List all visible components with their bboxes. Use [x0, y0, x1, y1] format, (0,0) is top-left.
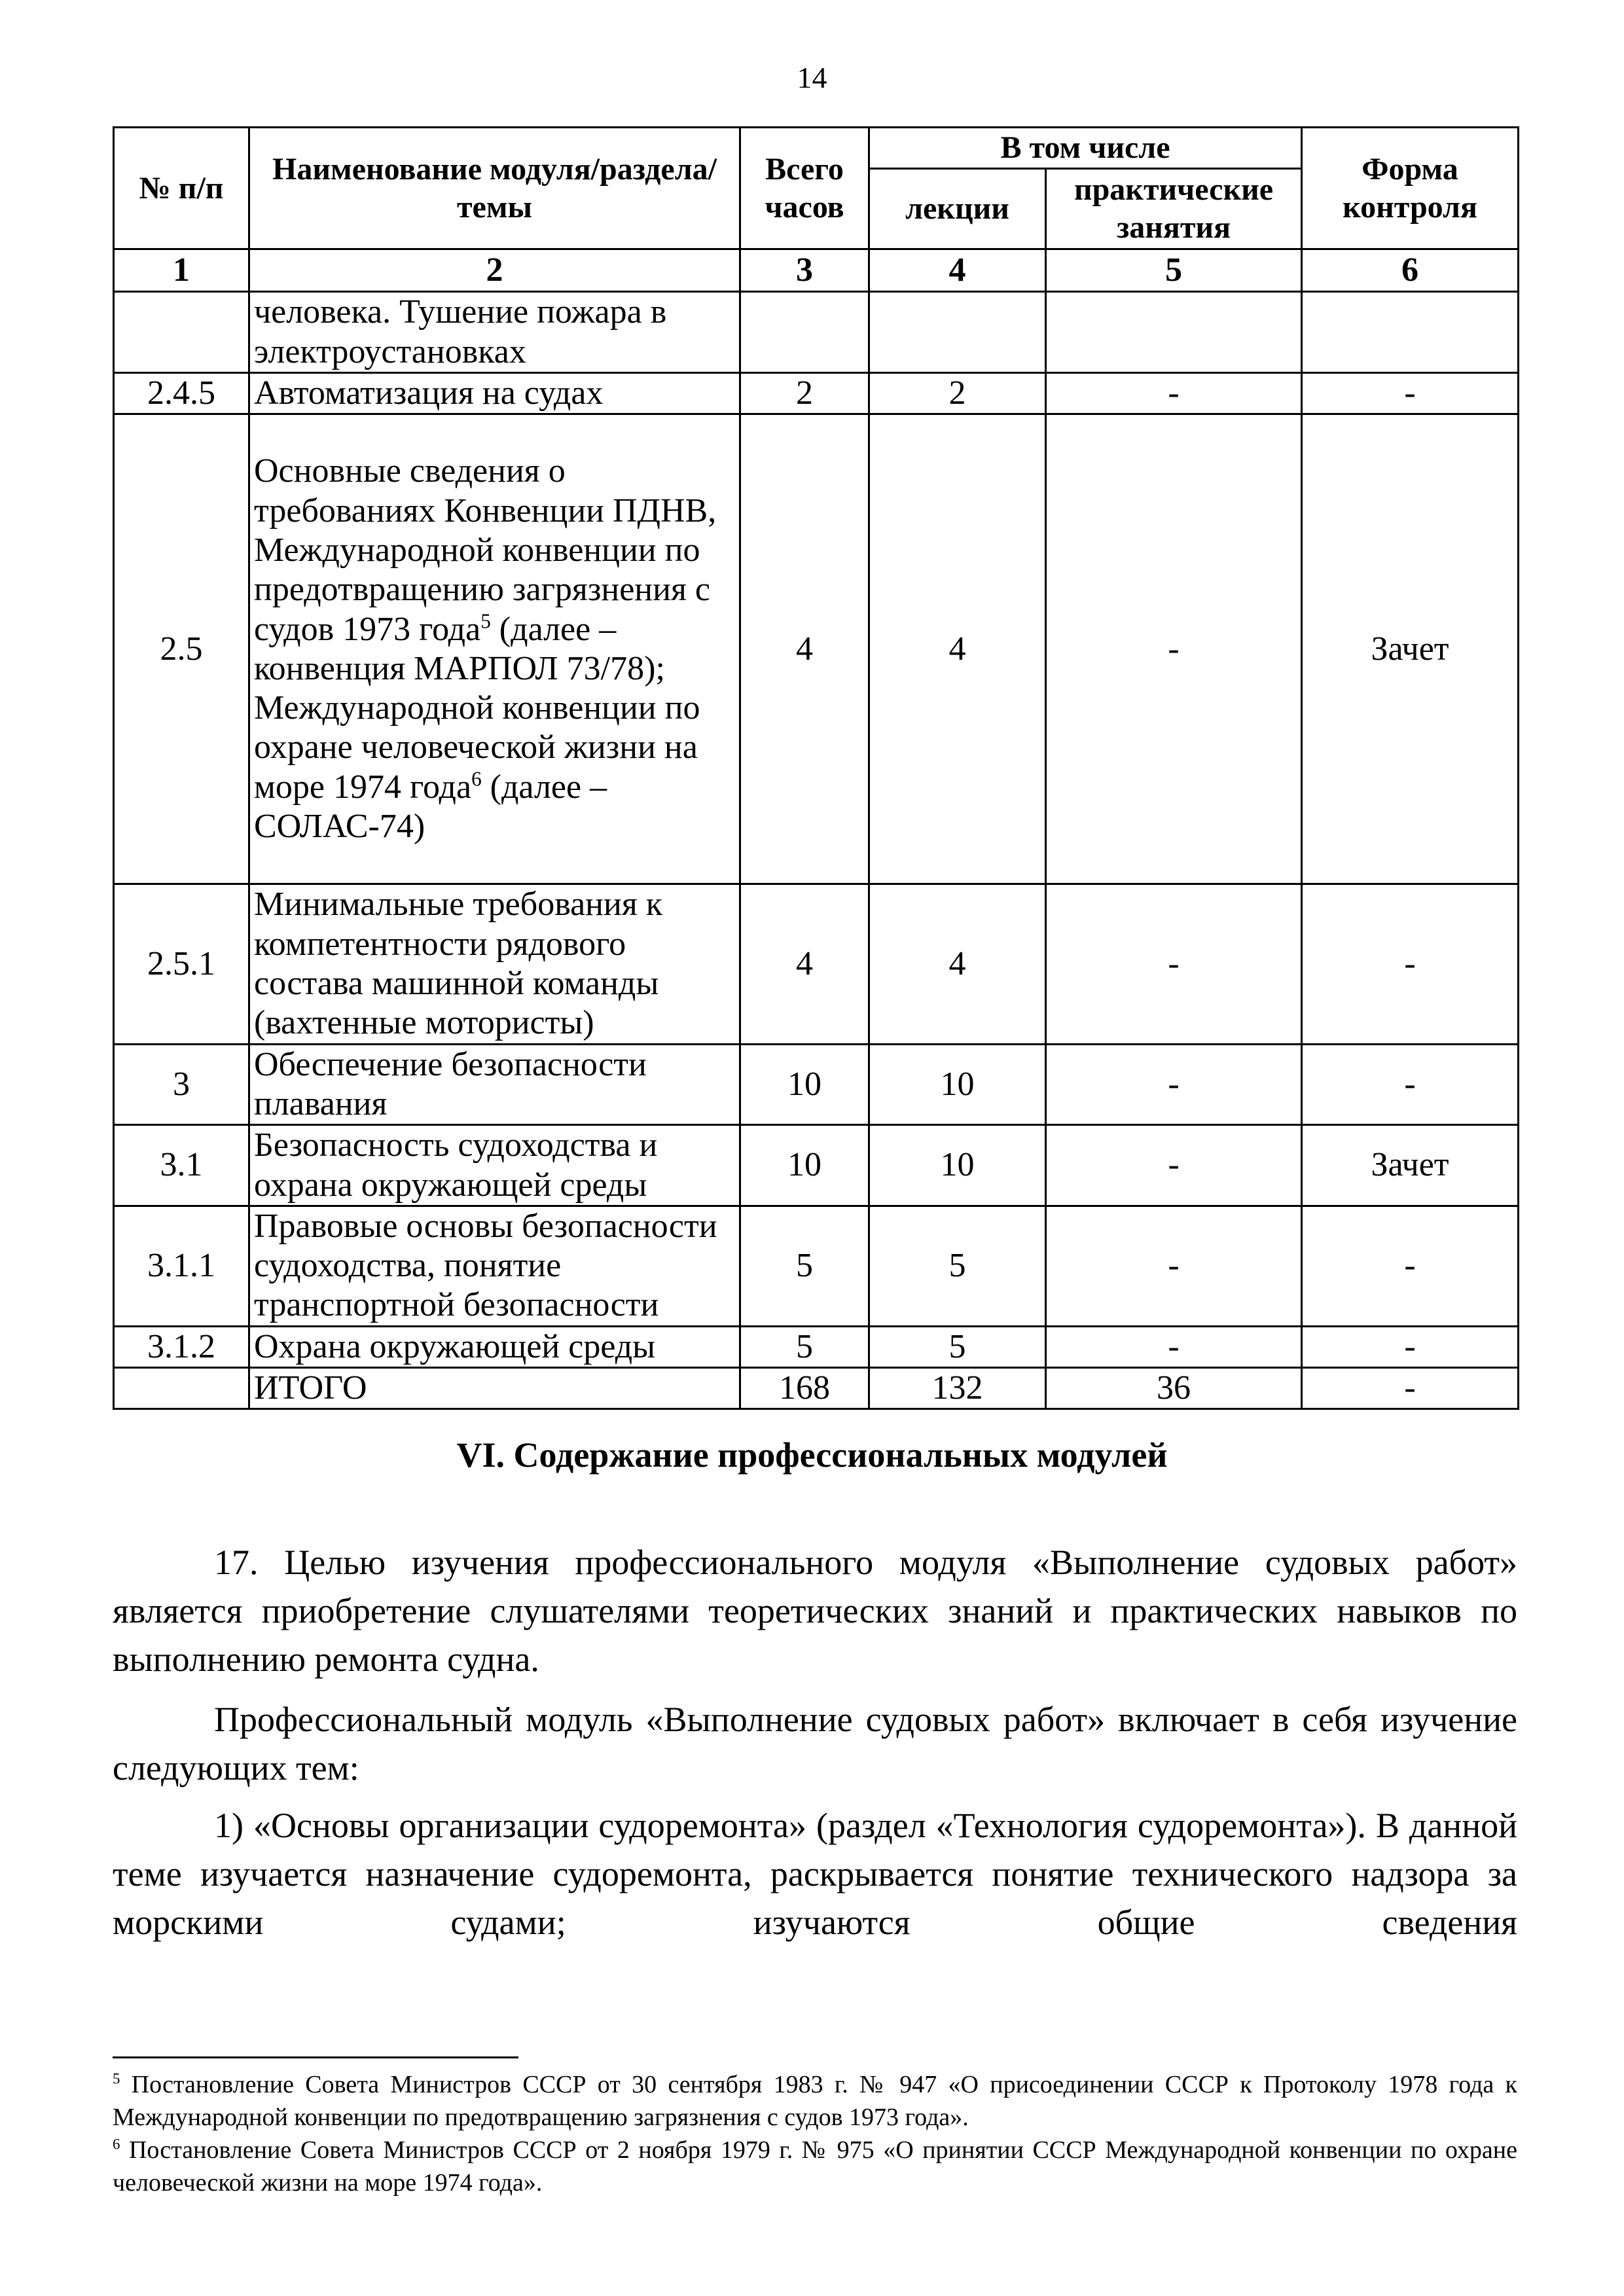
cell-name: Безопасность судоходства и охрана окружающей среды [249, 1125, 740, 1206]
page-number: 14 [797, 61, 827, 94]
cell-total: 10 [740, 1125, 869, 1206]
cell-control: - [1302, 1326, 1519, 1367]
cell-num [114, 1368, 249, 1409]
column-number: 6 [1302, 249, 1519, 292]
cell-total: 4 [740, 414, 869, 884]
cell-num: 3.1 [114, 1125, 249, 1206]
header-total: Всего часов [740, 128, 869, 249]
header-control: Форма контроля [1302, 128, 1519, 249]
total-control: - [1302, 1368, 1519, 1409]
cell-practice: - [1046, 884, 1302, 1044]
cell-lectures: 5 [869, 1326, 1046, 1367]
cell-lectures: 10 [869, 1125, 1046, 1206]
total-row [114, 1368, 1519, 1409]
footnote-divider [113, 2056, 518, 2058]
column-number: 5 [1046, 249, 1302, 292]
table-row [114, 1125, 1519, 1206]
table-row [114, 884, 1519, 1044]
paragraph: 17. Целью изучения профессионального модуля «Выполнение судовых работ» является приобретение слушателями теоретических знаний и практических навыков по выполнению ремонта судна. [113, 1543, 1517, 1679]
header-lectures: лекции [869, 169, 1046, 249]
table-row [114, 1206, 1519, 1326]
total-hours: 168 [740, 1368, 869, 1409]
cell-total: 4 [740, 884, 869, 1044]
table-row [114, 414, 1519, 884]
cell-lectures: 2 [869, 373, 1046, 414]
column-number: 3 [740, 249, 869, 292]
column-number: 4 [869, 249, 1046, 292]
footnote [113, 2134, 1517, 2199]
footnote [113, 2068, 1517, 2134]
cell-lectures [869, 292, 1046, 373]
cell-total: 2 [740, 373, 869, 414]
cell-lectures: 5 [869, 1206, 1046, 1326]
cell-num: 3.1.1 [114, 1206, 249, 1326]
cell-practice [1046, 292, 1302, 373]
cell-practice: - [1046, 373, 1302, 414]
footnote-mark: 6 [113, 2136, 120, 2153]
column-number: 2 [249, 249, 740, 292]
cell-control: Зачет [1302, 414, 1519, 884]
cell-practice: - [1046, 1125, 1302, 1206]
cell-num [114, 292, 249, 373]
cell-practice: - [1046, 1044, 1302, 1125]
cell-control [1302, 292, 1519, 373]
cell-name-part: (далее – конвенция МАРПОЛ 73/78); Международной конвенции по охране человеческой жизни на море 1974 года [254, 610, 700, 806]
cell-lectures: 4 [869, 884, 1046, 1044]
total-lectures: 132 [869, 1368, 1046, 1409]
table-row [114, 1044, 1519, 1125]
paragraph: 1) «Основы организации судоремонта» (раздел «Технология судоремонта»). В данной теме изучается назначение судоремонта, раскрывается понятие технического надзора за морскими судами; изучаются общие сведения [113, 1806, 1517, 1942]
cell-control: - [1302, 1206, 1519, 1326]
cell-total: 10 [740, 1044, 869, 1125]
cell-name: Обеспечение безопасности плавания [249, 1044, 740, 1125]
cell-control: Зачет [1302, 1125, 1519, 1206]
cell-num: 3.1.2 [114, 1326, 249, 1367]
total-label: ИТОГО [249, 1368, 740, 1409]
cell-lectures: 4 [869, 414, 1046, 884]
cell-name: Минимальные требования к компетентности рядового состава машинной команды (вахтенные мотористы) [249, 884, 740, 1044]
cell-name [249, 414, 740, 884]
cell-name: Автоматизация на судах [249, 373, 740, 414]
table-row [114, 1326, 1519, 1367]
cell-total: 5 [740, 1326, 869, 1367]
footnotes [113, 2068, 1517, 2199]
footnote-mark: 5 [113, 2070, 120, 2087]
cell-name-part: Основные сведения о требованиях Конвенции ПДНВ, Международной конвенции по предотвращению загрязнения с судов 1973 года [254, 452, 717, 648]
section-heading: VI. Содержание профессиональных модулей [456, 1435, 1168, 1475]
header-including: В том числе [869, 128, 1302, 169]
cell-total [740, 292, 869, 373]
footnote-ref: 6 [471, 767, 482, 791]
paragraph: Профессиональный модуль «Выполнение судовых работ» включает в себя изучение следующих тем: [113, 1700, 1517, 1787]
cell-name-part: (далее – СОЛАС-74) [254, 768, 607, 846]
cell-practice: - [1046, 1206, 1302, 1326]
header-num: № п/п [114, 128, 249, 249]
cell-total: 5 [740, 1206, 869, 1326]
cell-practice: - [1046, 1326, 1302, 1367]
cell-practice: - [1046, 414, 1302, 884]
footnote-text: Постановление Совета Министров СССР от 30 сентября 1983 г. № 947 «О присоединении СССР к Протоколу 1978 года к Международной конвенции по предотвращению загрязнения с судов 1973 года». [113, 2071, 1517, 2131]
cell-lectures: 10 [869, 1044, 1046, 1125]
column-number: 1 [114, 249, 249, 292]
cell-name: Правовые основы безопасности судоходства, понятие транспортной безопасности [249, 1206, 740, 1326]
header-practice: практические занятия [1046, 169, 1302, 249]
table-row [114, 292, 1519, 373]
cell-num: 2.4.5 [114, 373, 249, 414]
footnote-ref: 5 [480, 609, 491, 633]
cell-control: - [1302, 373, 1519, 414]
curriculum-table [113, 126, 1519, 1410]
table-row [114, 373, 1519, 414]
cell-num: 2.5 [114, 414, 249, 884]
cell-control: - [1302, 1044, 1519, 1125]
cell-control: - [1302, 884, 1519, 1044]
cell-num: 2.5.1 [114, 884, 249, 1044]
cell-name: Охрана окружающей среды [249, 1326, 740, 1367]
cell-name: человека. Тушение пожара в электроустановках [249, 292, 740, 373]
footnote-text: Постановление Совета Министров СССР от 2 ноября 1979 г. № 975 «О принятии СССР Международной конвенции по охране человеческой жизни на море 1974 года». [113, 2136, 1517, 2197]
cell-num: 3 [114, 1044, 249, 1125]
total-practice: 36 [1046, 1368, 1302, 1409]
header-name: Наименование модуля/раздела/темы [249, 128, 740, 249]
